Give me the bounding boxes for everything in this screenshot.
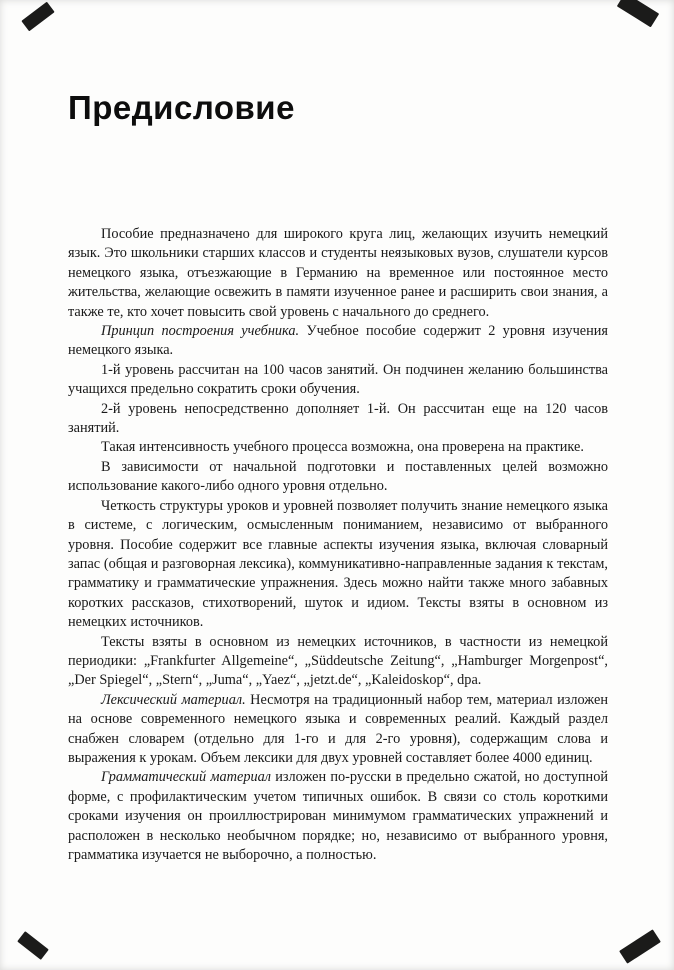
page-title: Предисловие xyxy=(68,89,295,126)
paragraph-text: 1-й уровень рассчитан на 100 часов занятий. Он подчинен желанию большинства учащихся предельно сократить сроки обучения. xyxy=(68,361,608,398)
paragraph-text: В зависимости от начальной подготовки и поставленных целей возможно использование какого-либо одного уровня отдельно. xyxy=(68,458,608,495)
paragraph-text: Несмотря на традиционный набор тем, материал изложен на основе современного немецкого языка и современных реалий. Каждый раздел снабжен словарем (отдельно для 1-го и для 2-го уровня), содержащим слова и выражения к урокам. Объем лексики для двух уровней составляет более 4000 единиц. xyxy=(68,691,608,766)
paragraph-text: Тексты взяты в основном из немецких источников, в частности из немецкой периодики: „Frankfurter Allgemeine“, „Süddeutsche Zeitung“, „Hamburger Morgenpost“, „Der Spiegel“, „Stern“, „Juma“, „Yaez“, „jetzt.de“, „Kaleidoskop“, dpa. xyxy=(68,633,608,689)
paragraph-9 xyxy=(68,691,608,769)
paragraph-text: 2-й уровень непосредственно дополняет 1-й. Он рассчитан еще на 120 часов занятий. xyxy=(68,400,608,437)
page-content xyxy=(0,225,674,865)
paragraph-lead: Принцип построения учебника. xyxy=(101,323,300,340)
paragraph-6 xyxy=(68,458,608,497)
paragraph-text: Учебное пособие содержит 2 уровня изучения немецкого языка. xyxy=(68,323,608,359)
paragraph-text: Пособие предназначено для широкого круга лиц, желающих изучить немецкий язык. Это школьники старших классов и студенты неязыковых вузов, слушатели курсов немецкого языка, отъезжающие в Германию на временное или постоянное место жительства, желающие освежить в памяти изученное ранее и расширить свои знания, а также те, кто хочет повысить свой уровень с начального до среднего. xyxy=(68,226,608,320)
paragraph-text: изложен по-русски в предельно сжатой, но доступной форме, с профилактическим учетом типичных ошибок. В связи со столь короткими сроками изучения он проиллюстрирован минимумом грамматических упражнений и расположен в несколько необычном порядке; но, независимо от выбранного уровня, грамматика изучается не выборочно, а полностью. xyxy=(68,769,608,863)
paragraph-2 xyxy=(68,322,608,361)
paragraph-lead: Грамматический материал xyxy=(101,769,272,786)
paragraph-7 xyxy=(68,497,608,633)
paragraph-lead: Лексический материал. xyxy=(101,691,246,708)
paragraph-10 xyxy=(68,768,608,865)
paragraph-3 xyxy=(68,361,608,400)
scan-corner-mark-bottom-left xyxy=(17,931,49,960)
paragraph-text: Такая интенсивность учебного процесса возможна, она проверена на практике. xyxy=(101,439,584,456)
paragraph-4 xyxy=(68,400,608,439)
paragraph-text: Четкость структуры уроков и уровней позволяет получить знание немецкого языка в системе, с логическим, осмысленным пониманием, независимо от выбранного уровня. Пособие содержит все главные аспекты изучения языка, включая словарный запас (общая и разговорная лексика), коммуникативно-направленные задания к текстам, грамматику и грамматические упражнения. Здесь можно найти также много забавных коротких рассказов, стихотворений, шуток и идиом. Тексты взяты в основном из немецких источников. xyxy=(68,497,608,631)
paragraph-8 xyxy=(68,633,608,691)
paragraph-5 xyxy=(68,438,608,457)
paragraph-1 xyxy=(68,225,608,322)
scan-corner-mark-bottom-right xyxy=(619,929,661,963)
scan-corner-mark-top-right xyxy=(617,0,659,27)
scan-corner-mark-top-left xyxy=(21,2,54,32)
